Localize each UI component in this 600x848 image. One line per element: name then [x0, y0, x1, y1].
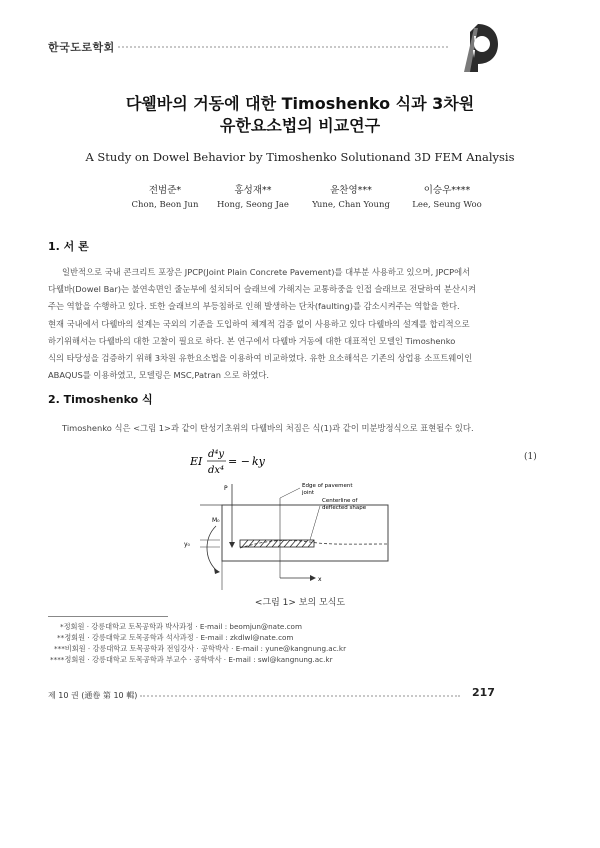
author-name-en: Chon, Beon Jun [131, 200, 199, 210]
figure-caption: <그림 1> 보의 모식도 [254, 598, 346, 608]
label-y0: y₀ [184, 541, 190, 548]
author-4 [392, 182, 502, 210]
paragraph-line: ABAQUS를 이용하였고, 모델링은 MSC,Patran 으로 하였다. [48, 370, 270, 381]
equation-number: (1) [524, 452, 537, 462]
section-heading-intro: 1. 서 론 [48, 240, 89, 253]
beam-diagram [160, 478, 420, 593]
label-edge2: joint [302, 490, 315, 496]
label-m0: M₀ [212, 517, 220, 524]
paragraph-line: 하기위해서는 다웰바의 대한 고찰이 필요로 하다. 본 연구에서 다웰바 거동에 대한 대표적인 모델인 Timoshenko [48, 335, 456, 346]
title-korean-line2: 유한요소법의 비교연구 [219, 116, 381, 135]
equation-1 [190, 445, 280, 482]
author-name-ko: 전범준* [148, 185, 182, 196]
label-centerline: Centerline of [322, 498, 358, 504]
svg-text:= −: = − [228, 455, 250, 468]
label-x: x [318, 576, 322, 583]
author-name-ko: 윤찬영*** [330, 185, 372, 196]
footnote: *정회원 · 강릉대학교 토목공학과 박사과정 · E-mail : beomjun@nate.com [60, 622, 302, 631]
footnote-rule [48, 616, 168, 617]
paragraph-line: 식의 타당성을 검증하기 위해 3차원 유한요소법을 이용하여 비교하였다. 유한 요소해석은 기존의 상업용 소프트웨이인 [48, 353, 473, 364]
footer-dotted-rule [140, 695, 460, 697]
svg-text:EI: EI [190, 455, 203, 468]
svg-text:d⁴y: d⁴y [208, 449, 225, 460]
volume-info: 제 10 권 (通卷 第 10 輯) [48, 691, 138, 700]
journal-logo-icon [456, 22, 500, 74]
label-centerline2: deflected shape [322, 505, 367, 511]
timoshenko-paragraph [48, 420, 568, 437]
footnote: **정회원 · 강릉대학교 토목공학과 석사과정 · E-mail : zkdlwl@nate.com [57, 633, 294, 642]
paragraph-line: 주는 역할을 수행하고 있다. 또한 슬래브의 부등침하로 인해 발생하는 단차(faulting)를 감소시켜주는 역할을 한다. [48, 301, 460, 312]
journal-name: 한국도로학회 [48, 41, 115, 54]
footnote: ****정회원 · 강릉대학교 토목공학과 부교수 · 공학박사 · E-mail : swl@kangnung.ac.kr [50, 655, 333, 664]
author-name-ko: 홍성재** [234, 185, 272, 196]
title-korean-line1: 다웰바의 거동에 대한 Timoshenko 식과 3차원 [125, 94, 475, 113]
label-edge: Edge of pavement [302, 483, 353, 489]
author-2 [198, 182, 308, 210]
paragraph-line: Timoshenko 식은 <그림 1>과 같이 탄성기초위의 다웰바의 처짐은 식(1)과 같이 미분방정식으로 표현될수 있다. [62, 423, 474, 433]
page-number: 217 [472, 686, 495, 699]
paragraph-line: 다웰바(Dowel Bar)는 불연속면인 줄눈부에 설치되어 슬래브에 가해지는 교통하중을 인접 슬래브로 전달하여 분산시켜 [48, 284, 476, 295]
svg-text:ky: ky [252, 455, 265, 468]
section-heading-timoshenko: 2. Timoshenko 식 [48, 393, 153, 406]
author-3 [296, 182, 406, 210]
paragraph-line: 일반적으로 국내 콘크리트 포장은 JPCP(Joint Plain Concrete Pavement)를 대부분 사용하고 있으며, JPCP에서 [62, 267, 471, 277]
footnote: ***비회원 · 강릉대학교 토목공학과 전임강사 · 공학박사 · E-mail : yune@kangnung.ac.kr [54, 644, 347, 653]
author-name-ko: 이승우**** [423, 185, 471, 196]
author-name-en: Hong, Seong Jae [217, 200, 289, 210]
author-name-en: Lee, Seung Woo [412, 200, 482, 210]
paragraph-line: 현재 국내에서 다웰바의 설계는 국외의 기준을 도입하여 체계적 검증 없이 사용하고 있다 다웰바의 설계를 합리적으로 [48, 318, 470, 329]
svg-text:dx⁴: dx⁴ [208, 465, 225, 476]
title-english: A Study on Dowel Behavior by Timoshenko Solutionand 3D FEM Analysis [85, 150, 515, 164]
header-dotted-rule [118, 46, 448, 48]
label-p: P [224, 485, 228, 492]
author-name-en: Yune, Chan Young [312, 200, 390, 210]
intro-paragraph [48, 264, 554, 384]
